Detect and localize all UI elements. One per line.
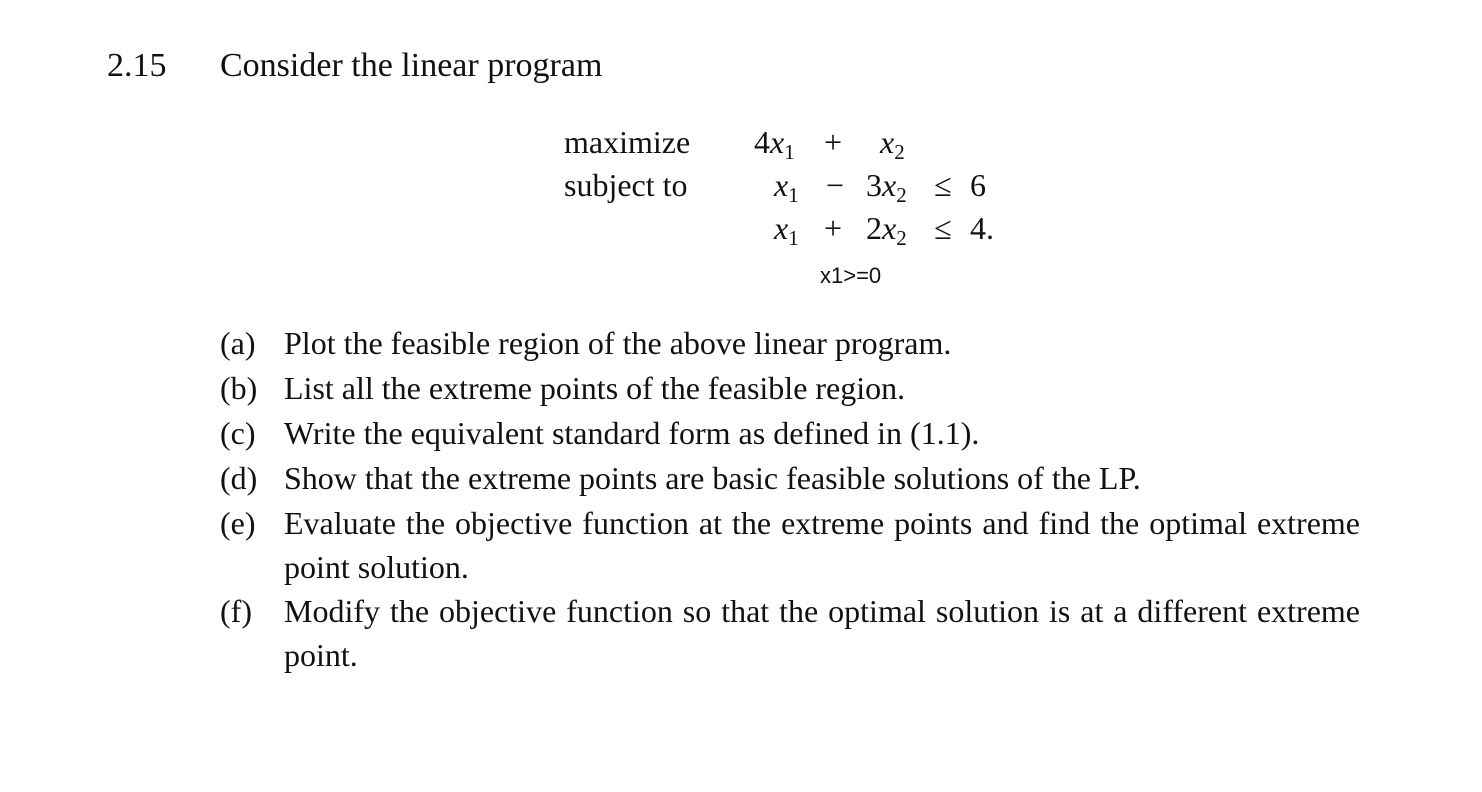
objective-term-1: $4x_1$ bbox=[754, 124, 795, 164]
part-label: (d) bbox=[220, 460, 258, 496]
constraint-2-plus: + bbox=[824, 210, 843, 246]
constraint-2-rhs: 4. bbox=[970, 210, 994, 246]
part-text: List all the extreme points of the feasible region. bbox=[284, 370, 906, 406]
part-b bbox=[220, 366, 1360, 411]
part-text: Plot the feasible region of the above linear program. bbox=[284, 325, 952, 361]
part-label: (f) bbox=[220, 593, 252, 629]
constraint-2-term-1: $x_1$ bbox=[774, 210, 799, 250]
part-d bbox=[220, 456, 1360, 501]
maximize-label: maximize bbox=[564, 124, 691, 160]
constraint-1-rhs: 6 bbox=[970, 167, 986, 203]
objective-plus: + bbox=[824, 124, 843, 160]
part-text: Modify the objective function so that the optimal solution is at a different extreme point. bbox=[284, 593, 1360, 673]
constraint-2-leq: ≤ bbox=[934, 210, 952, 246]
constraint-1-leq: ≤ bbox=[934, 167, 952, 203]
part-c bbox=[220, 411, 1360, 456]
constraint-1-term-2: $3x_2$ bbox=[866, 167, 907, 207]
part-label: (e) bbox=[220, 505, 256, 541]
constraint-2-term-2: $2x_2$ bbox=[866, 210, 907, 250]
question-parts bbox=[220, 321, 1360, 677]
nonnegativity-constraint: x1>=0 bbox=[820, 263, 882, 288]
objective-term-2: $x_2$ bbox=[880, 124, 905, 164]
part-text: Show that the extreme points are basic feasible solutions of the LP. bbox=[284, 460, 1141, 496]
part-label: (c) bbox=[220, 415, 256, 451]
part-text: Evaluate the objective function at the extreme points and find the optimal extreme point solution. bbox=[284, 505, 1360, 585]
part-e bbox=[220, 501, 1360, 589]
part-a bbox=[220, 321, 1360, 366]
part-f bbox=[220, 589, 1360, 677]
part-label: (a) bbox=[220, 325, 256, 361]
constraint-1-term-1: $x_1$ bbox=[774, 167, 799, 207]
constraint-1-minus: − bbox=[826, 167, 845, 203]
part-text: Write the equivalent standard form as defined in (1.1). bbox=[284, 415, 980, 451]
problem-number: 2.15 bbox=[107, 47, 167, 84]
subject-to-label: subject to bbox=[564, 167, 688, 203]
problem-intro: Consider the linear program bbox=[220, 47, 603, 84]
part-label: (b) bbox=[220, 370, 258, 406]
linear-program bbox=[564, 120, 1024, 290]
